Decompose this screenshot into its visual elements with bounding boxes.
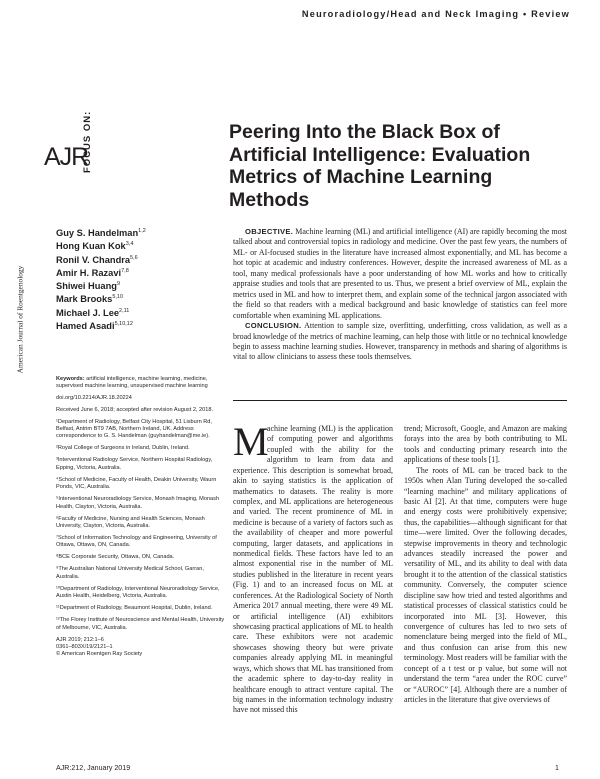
ajr-logo-text: AJR — [44, 143, 89, 171]
affiliation: ¹²The Florey Institute of Neuroscience and Mental Health, University of Melbourne, VIC, Australia. — [56, 617, 225, 631]
article-title: Peering Into the Black Box of Artificial Intelligence: Evaluation Metrics of Machine Learning Methods — [229, 121, 531, 211]
affiliation: ⁵Interventional Neuroradiology Service, Monash Imaging, Monash Health, Clayton, Victoria, Australia. — [56, 496, 220, 510]
focus-on-label: FOCUS ON: — [82, 110, 93, 173]
affiliation: ²Royal College of Surgeons in Ireland, Dublin, Ireland. — [56, 445, 190, 452]
abstract — [233, 227, 567, 363]
author: Hamed Asadi$^{5,10,12}$ — [56, 321, 133, 332]
affiliation: ¹⁰Department of Radiology, Interventional Neuroradiology Service, Austin Health, Heidelberg, Victoria, Australia. — [56, 585, 220, 600]
author: Amir H. Razavi$^{7,8}$ — [56, 267, 129, 278]
affiliation: ⁸BCE Corporate Security, Ottawa, ON, Canada. — [56, 554, 175, 561]
author: Guy S. Handelman$^{1,2}$ — [56, 228, 146, 239]
author: Mark Brooks$^{5,10}$ — [56, 294, 124, 305]
author: Shiwei Huang$^9$ — [56, 281, 121, 292]
affiliation: ⁹The Australian National University Medical School, Garran, Australia. — [56, 566, 204, 580]
citation: AJR 2019; 212:1–6 — [56, 636, 104, 643]
drop-cap: M — [233, 419, 269, 464]
author: Michael J. Lee$^{2,11}$ — [56, 307, 130, 318]
copyright: © American Roentgen Ray Society — [56, 651, 143, 658]
body-paragraph: The roots of ML can be traced back to the 1950s when Alan Turing developed the so-called “learning machine” and military applications of basic AI [2]. At that time, computers were huge and energy costs were prohibitively expensive; thus, the capabilities—although significant for that time—were limited. Over the following decades, stepwise improvements in theory and technologic advances steadily increased the power and versatility of ML, and its ability to deal with data brought it to the attention of the classical statistics community. Conversely, the computer science discipline saw how tried and tested algorithms and statistical processes of classical statistics could be incorporated into ML [3]. However, this convergence of cultures has led to two sets of nomenclature being merged into the field of ML, and thus confusion can arise from this new terminology. Most readers will be familiar with the concept of a t test or p value, but some will not understand the term “area under the ROC curve” or “AUROC” [4]. Although there are a number of articles in the literature that give overviews of — [404, 465, 567, 704]
affiliations — [56, 419, 228, 632]
affiliation: ⁴School of Medicine, Faculty of Health, Deakin University, Waurn Ponds, VIC, Australia. — [56, 476, 217, 491]
received-dates: Received June 6, 2018; accepted after revision August 2, 2018. — [56, 406, 214, 413]
page-number: 1 — [555, 764, 559, 772]
body-column-1 — [233, 419, 393, 716]
doi: doi.org/10.2214/AJR.18.20224 — [56, 395, 132, 402]
footer-journal-issue: AJR:212, January 2019 — [56, 764, 131, 772]
body-column-2 — [404, 424, 567, 705]
abstract-divider — [233, 400, 567, 401]
author-list — [56, 226, 221, 332]
abstract-conclusion: CONCLUSION. Attention to sample size, overfitting, underfitting, cross validation, as well as a broad knowledge of the metrics of machine learning, can help those with little or no technical knowledge begin to assess machine learning studies. However, transparency in methods and sharing of algorithms is vital to allow clinicians to assess these tools themselves. — [233, 321, 567, 362]
author: Hong Kuan Kok$^{3,4}$ — [56, 241, 134, 252]
affiliation: ¹Department of Radiology, Belfast City Hospital, 51 Lisburn Rd, Belfast, Antrim BT9 7AB, Northern Ireland, UK. Address correspondence to G. S. Handelman (guyhandelman@me.ie). — [56, 418, 212, 440]
affiliation: ⁷School of Information Technology and Engineering, University of Ottawa, Ottawa, ON, Canada. — [56, 534, 217, 549]
running-header: Neuroradiology/Head and Neck Imaging • Review — [301, 9, 570, 19]
side-journal-title: American Journal of Roentgenology — [15, 265, 25, 374]
issn: 0361–803X/19/2121–1 — [56, 643, 113, 650]
article-metadata — [56, 376, 228, 659]
keywords: Keywords: artificial intelligence, machine learning, medicine, supervised machine learning, unsupervised machine learning — [56, 376, 208, 390]
body-paragraph: trend; Microsoft, Google, and Amazon are making forays into the area by both contributing to ML tools and conducting primary research into the applications of these tools [1]. — [404, 424, 567, 465]
body-paragraph: achine learning (ML) is the application of computing power and algorithms coupled with the ability for the algorithm to learn from data and experience. This description is somewhat broad, akin to saying statistics is the application of mathematics to datasets. The reality is more complex, and ML applications are heterogeneous and varied. The recent prominence of ML in medicine is because of a variety of factors such as the availability of cheaper and more powerful computing, larger datasets, and applications in nonmedical fields. These factors have led to an almost exponential rise in the number of ML studies published in the literature in recent years (Fig. 1) and to an increased focus on ML at conferences. At the Radiological Society of North America 2017 annual meeting, there were 49 ML or artificial intelligence (AI) exhibitors showcasing practical applications of ML to health care. These exhibitors were not academic showcases showing theory but were private companies already applying ML in meaningful ways, which shows that ML has transitioned from the academic sphere to day-to-day reality in healthcare enough to attract venture capital. The big names in the information technology industry have not missed this — [233, 424, 393, 715]
author: Ronil V. Chandra$^{5,6}$ — [56, 254, 138, 265]
affiliation: ³Interventional Radiology Service, Northern Hospital Radiology, Epping, Victoria, Australia. — [56, 457, 213, 471]
abstract-objective: OBJECTIVE. Machine learning (ML) and artificial intelligence (AI) are rapidly becoming the most talked about and controversial topics in radiology and medicine. Over the past few years, the numbers of ML- or AI-focused studies in the literature have increased almost exponentially, and ML has become a hot topic at academic and industry conferences. However, despite the increased awareness of ML as a tool, many medical professionals have a poor understanding of how ML works and how to critically appraise studies and tools that are presented to us. Thus, we present a brief overview of ML, explain the metrics used in ML and how to interpret them, and explain some of the technical jargon associated with the field so that readers with a medical background and basic knowledge of statistics can feel more comfortable when examining ML applications. — [233, 227, 567, 320]
affiliation: ¹¹Department of Radiology, Beaumont Hospital, Dublin, Ireland. — [56, 605, 213, 612]
affiliation: ⁶Faculty of Medicine, Nursing and Health Sciences, Monash University, Clayton, Victoria, Australia. — [56, 515, 205, 529]
